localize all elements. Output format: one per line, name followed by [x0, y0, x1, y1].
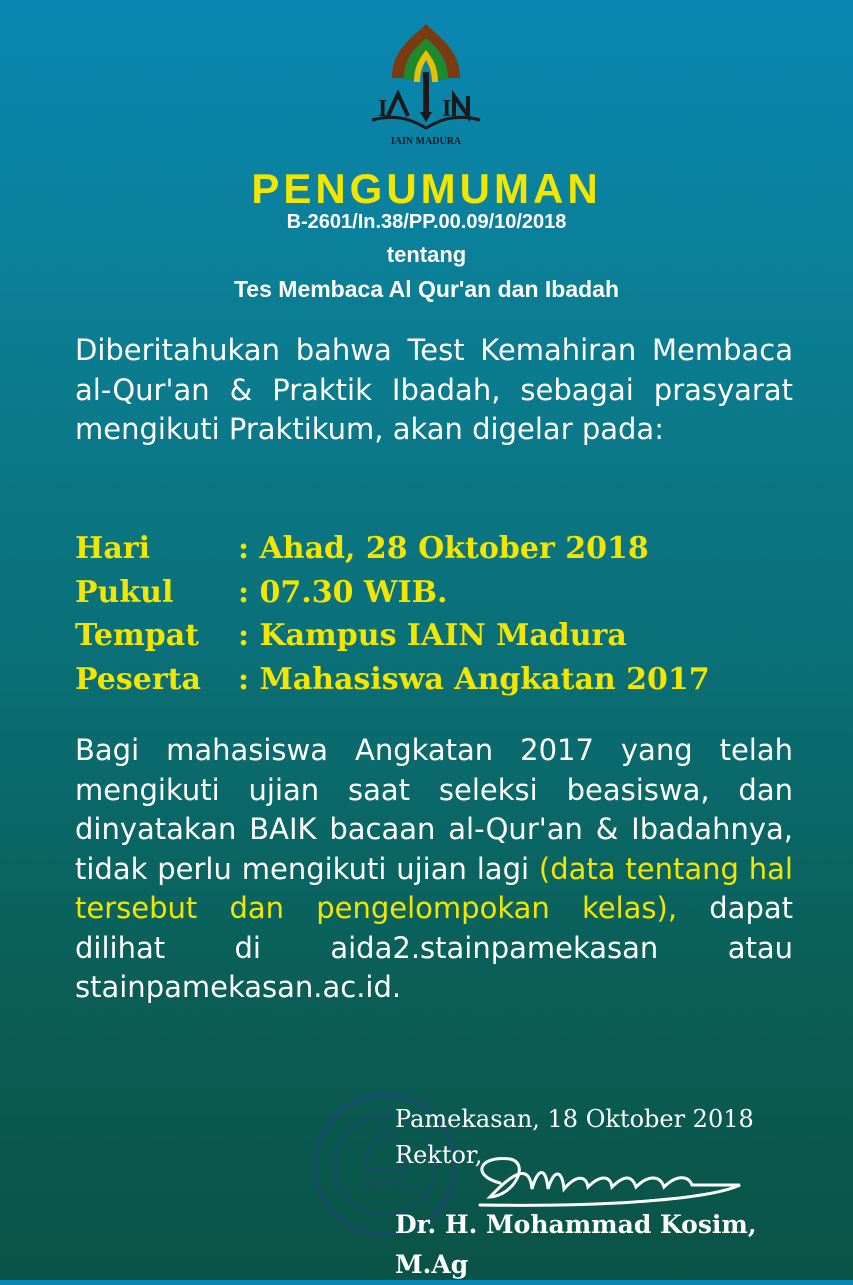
detail-row-day — [75, 527, 815, 571]
svg-text:I: I — [378, 96, 388, 122]
announcement-number: B-2601/In.38/PP.00.09/10/2018 — [286, 211, 567, 233]
detail-row-participants — [75, 658, 815, 702]
signer-name: Dr. H. Mohammad Kosim, M.Ag — [395, 1210, 757, 1279]
detail-value: : Ahad, 28 Oktober 2018 — [238, 531, 649, 566]
announcement-subject: Tes Membaca Al Qur'an dan Ibadah — [233, 276, 620, 302]
detail-value: : Kampus IAIN Madura — [238, 618, 627, 653]
detail-label: Peserta — [75, 661, 201, 697]
note-paragraph — [75, 731, 793, 1008]
detail-value: : Mahasiswa Angkatan 2017 — [238, 661, 710, 697]
detail-label: Tempat — [75, 618, 199, 653]
logo-caption: IAIN MADURA — [390, 136, 462, 147]
about-label: tentang — [386, 242, 467, 267]
signature-role: Rektor, — [395, 1141, 483, 1169]
signature-place-date: Pamekasan, 18 Oktober 2018 — [395, 1105, 754, 1133]
svg-text:I: I — [442, 96, 452, 122]
logo-emblem-icon — [362, 20, 490, 138]
detail-row-time — [75, 571, 815, 615]
page-title: PENGUMUMAN — [251, 165, 602, 212]
detail-label: Pukul — [75, 574, 174, 610]
iain-madura-logo — [362, 20, 490, 152]
note-highlight: (data tentang hal tersebut dan pengelompokan kelas), — [75, 851, 793, 925]
detail-label: Hari — [75, 531, 150, 566]
event-details — [75, 527, 815, 701]
intro-paragraph: Diberitahukan bahwa Test Kemahiran Membaca al-Qur'an & Praktik Ibadah, sebagai prasyarat mengikuti Praktikum, akan digelar pada: — [75, 333, 793, 446]
note-text-link: dapat dilihat di aida2.stainpamekasan atau stainpamekasan.ac.id. — [75, 891, 793, 1004]
detail-row-place — [75, 614, 815, 658]
note-text: Bagi mahasiswa Angkatan 2017 yang telah mengikuti ujian saat seleksi beasiswa, dan dinyatakan BAIK bacaan al-Qur'an & Ibadahnya, tidak perlu mengikuti ujian lagi — [75, 733, 793, 886]
detail-value: : 07.30 WIB. — [238, 574, 448, 610]
